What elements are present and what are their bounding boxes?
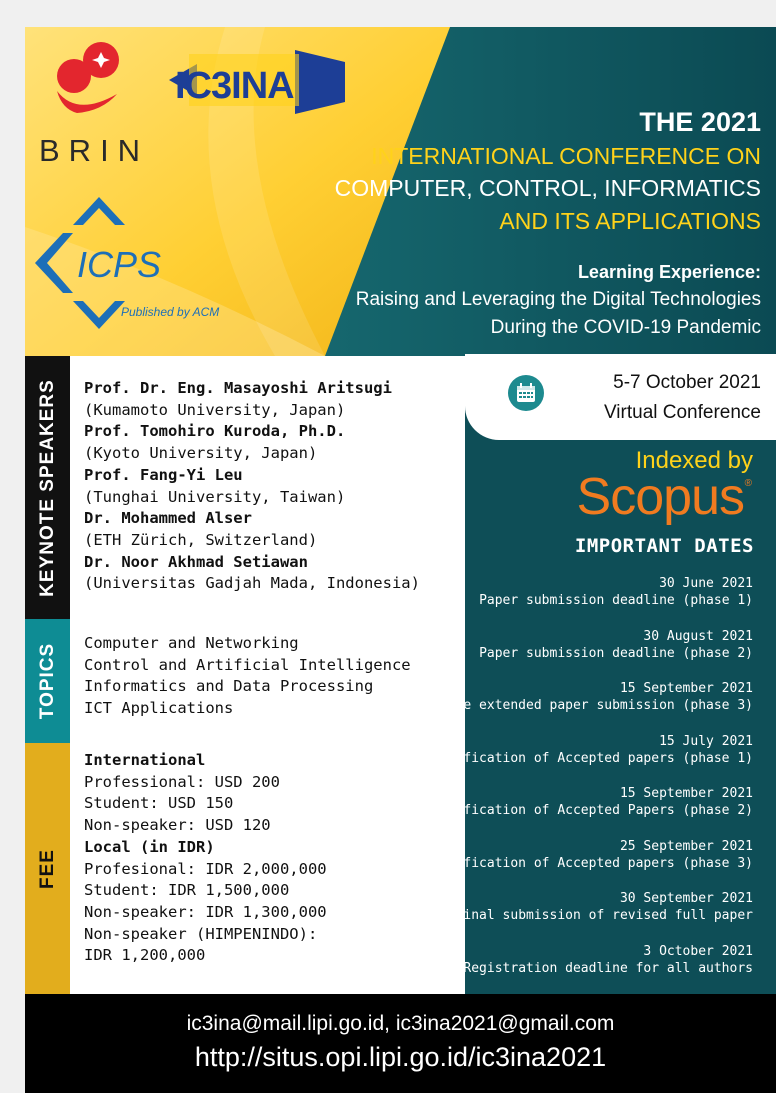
date-event: Notification of Accepted Papers (phase 2) <box>432 803 753 818</box>
topics-list <box>84 633 411 720</box>
fee-tab <box>25 743 70 994</box>
fee-item: IDR 1,200,000 <box>84 946 206 965</box>
speaker-affiliation: (ETH Zürich, Switzerland) <box>84 530 318 549</box>
conference-url[interactable]: http://situs.opi.lipi.go.id/ic3ina2021 <box>194 1042 607 1072</box>
topic-item: Control and Artificial Intelligence <box>84 655 411 674</box>
contact-footer <box>25 994 776 1093</box>
date-event: Notification of Accepted papers (phase 3) <box>432 855 753 871</box>
theme-line-1: Raising and Leveraging the Digital Technologies <box>355 289 761 310</box>
date-label: 15 July 2021 <box>659 733 753 749</box>
date-event: Notification of Accepted papers (phase 1) <box>432 750 753 766</box>
date-label: 25 September 2021 <box>619 838 753 854</box>
conference-year: THE 2021 <box>639 107 761 137</box>
topic-item: Informatics and Data Processing <box>84 677 374 696</box>
keynote-speakers-label: KEYNOTE SPEAKERS <box>36 378 58 597</box>
indexed-by-label: Indexed by <box>635 447 753 474</box>
important-dates-list <box>423 575 753 995</box>
theme-heading: Learning Experience: <box>577 262 761 282</box>
date-label: 15 September 2021 <box>619 681 753 696</box>
date-event: Registration deadline for all authors <box>463 960 753 976</box>
event-date-box <box>465 354 776 440</box>
fee-list <box>84 750 327 967</box>
speaker-affiliation: (Universitas Gadjah Mada, Indonesia) <box>84 574 420 593</box>
fee-local-heading: Local (in IDR) <box>84 837 215 856</box>
fee-international-heading: International <box>84 751 206 769</box>
speaker-affiliation: (Kumamoto University, Japan) <box>84 400 346 419</box>
conference-title-line-2: COMPUTER, CONTROL, INFORMATICS <box>334 175 761 201</box>
speaker-affiliation: (Kyoto University, Japan) <box>84 444 318 463</box>
fee-item: Non-speaker: USD 120 <box>84 816 271 835</box>
conference-poster <box>25 27 776 1093</box>
speaker-name: Prof. Fang-Yi Leu <box>84 465 243 484</box>
speaker-name: Prof. Tomohiro Kuroda, Ph.D. <box>84 422 346 441</box>
list-item <box>423 680 753 733</box>
list-item <box>423 733 753 786</box>
list-item <box>423 628 753 681</box>
event-mode: Virtual Conference <box>603 402 761 423</box>
fee-label: FEE <box>36 848 58 889</box>
date-label: 30 September 2021 <box>619 891 753 906</box>
conference-title-line-3: AND ITS APPLICATIONS <box>499 208 761 234</box>
calendar-icon <box>508 375 544 411</box>
speaker-affiliation: (Tunghai University, Taiwan) <box>84 487 346 506</box>
scopus-logo: Scopus <box>576 468 744 526</box>
date-event: Gentle extended paper submission (phase 3) <box>424 698 753 713</box>
list-item <box>423 785 753 838</box>
brin-logo-icon <box>47 39 137 119</box>
date-event: Paper submission deadline (phase 2) <box>479 645 753 661</box>
keynote-speakers-tab <box>25 356 70 619</box>
date-label: 30 June 2021 <box>659 576 753 591</box>
list-item <box>423 943 753 996</box>
list-item <box>423 575 753 628</box>
contact-email[interactable]: ic3ina@mail.lipi.go.id, ic3ina2021@gmail.com <box>186 1012 615 1035</box>
list-item <box>423 890 753 943</box>
fee-item: Non-speaker (HIMPENINDO): <box>84 924 318 943</box>
theme-line-2: During the COVID-19 Pandemic <box>490 317 761 338</box>
topics-label: TOPICS <box>36 642 58 720</box>
list-item <box>423 838 753 891</box>
fee-item: Non-speaker: IDR 1,300,000 <box>84 902 327 921</box>
fee-item: Profesional: IDR 2,000,000 <box>84 859 327 878</box>
icps-wordmark: ICPS <box>77 244 162 285</box>
topic-item: ICT Applications <box>84 699 234 718</box>
info-panel <box>25 356 465 994</box>
speaker-name: Dr. Noor Akhmad Setiawan <box>84 552 308 571</box>
conference-title-line-1: INTERNATIONAL CONFERENCE ON <box>371 143 761 169</box>
fee-item: Professional: USD 200 <box>84 772 280 791</box>
date-label: 30 August 2021 <box>643 628 753 644</box>
brin-wordmark: BRIN <box>39 133 150 168</box>
important-dates-title: IMPORTANT DATES <box>574 535 754 557</box>
fee-item: Student: IDR 1,500,000 <box>84 881 290 900</box>
date-label: 15 September 2021 <box>619 786 753 801</box>
ic3ina-wordmark: IC3INA <box>175 65 294 107</box>
date-event: Final submission of revised full paper <box>455 908 753 923</box>
icps-publisher: Published by ACM <box>121 305 220 319</box>
speakers-list <box>84 378 420 595</box>
registered-mark: ® <box>744 478 752 489</box>
speaker-name: Prof. Dr. Eng. Masayoshi Aritsugi <box>84 379 392 397</box>
hero-banner <box>25 27 776 356</box>
event-dates: 5-7 October 2021 <box>613 372 761 393</box>
speaker-name: Dr. Mohammed Alser <box>84 509 252 528</box>
topics-tab <box>25 619 70 743</box>
date-label: 3 October 2021 <box>643 943 753 959</box>
fee-item: Student: USD 150 <box>84 794 234 813</box>
topic-item: Computer and Networking <box>84 634 299 652</box>
date-event: Paper submission deadline (phase 1) <box>479 593 753 608</box>
